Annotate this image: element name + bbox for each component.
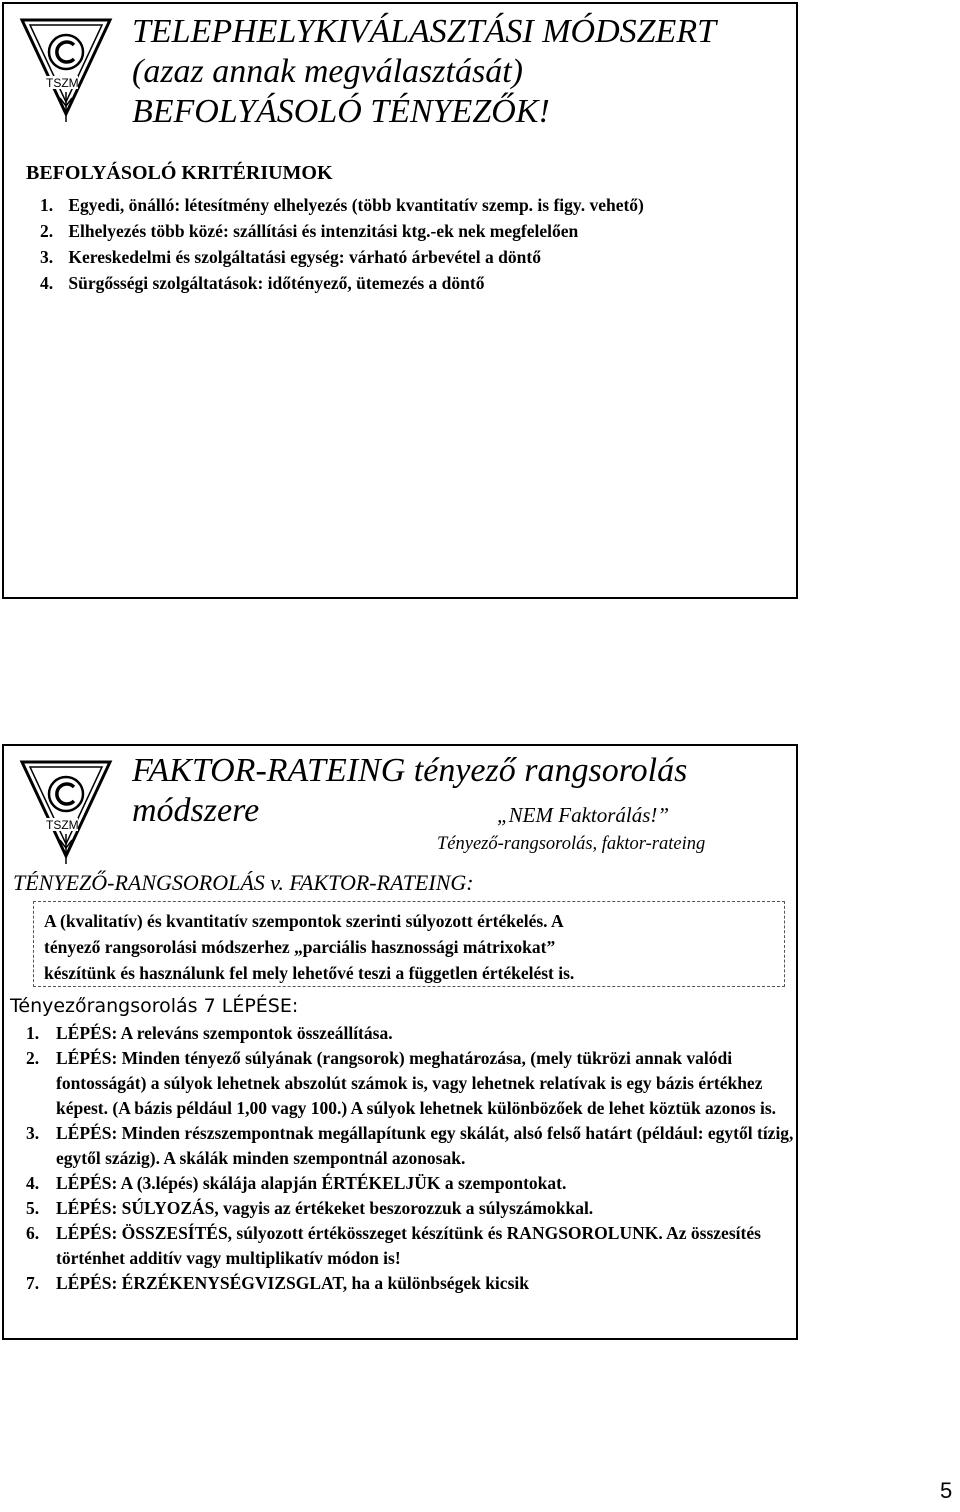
nem-faktoralas-note: „NEM Faktorálás!” xyxy=(497,803,670,827)
criteria-list xyxy=(26,192,644,296)
list-item: 2. Elhelyezés több közé: szállítási és intenzitási ktg.-ek nek megfelelően xyxy=(40,221,579,241)
list-item: 3. Kereskedelmi és szolgáltatási egység: várható árbevétel a döntő xyxy=(40,247,541,267)
list-item: 4. Sürgősségi szolgáltatások: időtényező, ütemezés a döntő xyxy=(40,273,485,293)
slide-title xyxy=(132,751,772,831)
list-item: 6. LÉPÉS: ÖSSZESÍTÉS, súlyozott értékösszeget készítünk és RANGSOROLUNK. Az összesítés történhet additív vagy multiplikatív módon is! xyxy=(26,1223,761,1268)
slide-faktor-rateing xyxy=(2,744,798,1340)
list-item: 7. LÉPÉS: ÉRZÉKENYSÉGVIZSGLAT, ha a különbségek kicsik xyxy=(26,1273,529,1293)
list-item: 1. LÉPÉS: A releváns szempontok összeállítása. xyxy=(26,1023,393,1043)
box-line: A (kvalitatív) és kvantitatív szempontok szerinti súlyozott értékelés. A xyxy=(44,911,564,931)
criteria-heading: BEFOLYÁSOLÓ KRITÉRIUMOK xyxy=(26,162,333,184)
definition-box xyxy=(33,901,785,987)
list-item: 4. LÉPÉS: A (3.lépés) skálája alapján ÉRTÉKELJÜK a szempontokat. xyxy=(26,1173,567,1193)
box-line: tényező rangsorolási módszerhez „parciális hasznossági mátrixokat” xyxy=(44,937,556,957)
title-line: (azaz annak megválasztását) xyxy=(132,53,523,90)
svg-text:TSZM: TSZM xyxy=(46,818,79,832)
list-item: 1. Egyedi, önálló: létesítmény elhelyezés (több kvantitatív szemp. is figy. vehető) xyxy=(40,195,644,215)
box-line: készítünk és használunk fel mely lehetővé teszi a független értékelést is. xyxy=(44,963,575,983)
title-line: TELEPHELYKIVÁLASZTÁSI MÓDSZERT xyxy=(132,13,716,50)
title-line: módszere xyxy=(132,792,260,829)
list-item: 3. LÉPÉS: Minden részszempontnak megállapítunk egy skálát, alsó felső határt (például: egytől tízig, egytől százig). A skálák minden szempontnál azonosak. xyxy=(26,1123,794,1168)
slide-subtitle: Tényező-rangsorolás, faktor-rateing xyxy=(437,834,706,854)
steps-heading: Tényezőrangsorolás 7 LÉPÉSE: xyxy=(10,995,299,1017)
slide-telephely xyxy=(2,2,798,599)
svg-text:TSZM: TSZM xyxy=(46,76,79,90)
slide-title xyxy=(132,12,792,132)
steps-list xyxy=(26,1021,796,1296)
list-item: 2. LÉPÉS: Minden tényező súlyának (rangsorok) meghatározása, (mely tükrözi annak valódi fontosságát) a súlyok lehetnek abszolút számok is, vagy lehetnek relatívak is egy bázis értékhez képest. (A bázis például 1,00 vagy 100.) A súlyok lehetnek különbözőek de lehet köztük azonos is. xyxy=(26,1048,777,1118)
list-item: 5. LÉPÉS: SÚLYOZÁS, vagyis az értékeket beszorozzuk a súlyszámokkal. xyxy=(26,1198,594,1218)
title-line: FAKTOR-RATEING tényező rangsorolás xyxy=(132,752,688,789)
page-number: 5 xyxy=(940,1478,953,1503)
title-line: BEFOLYÁSOLÓ TÉNYEZŐK! xyxy=(132,93,550,130)
section-heading: TÉNYEZŐ-RANGSOROLÁS v. FAKTOR-RATEING: xyxy=(13,870,474,895)
tszm-logo-icon xyxy=(18,14,114,126)
tszm-logo-icon xyxy=(18,756,114,868)
